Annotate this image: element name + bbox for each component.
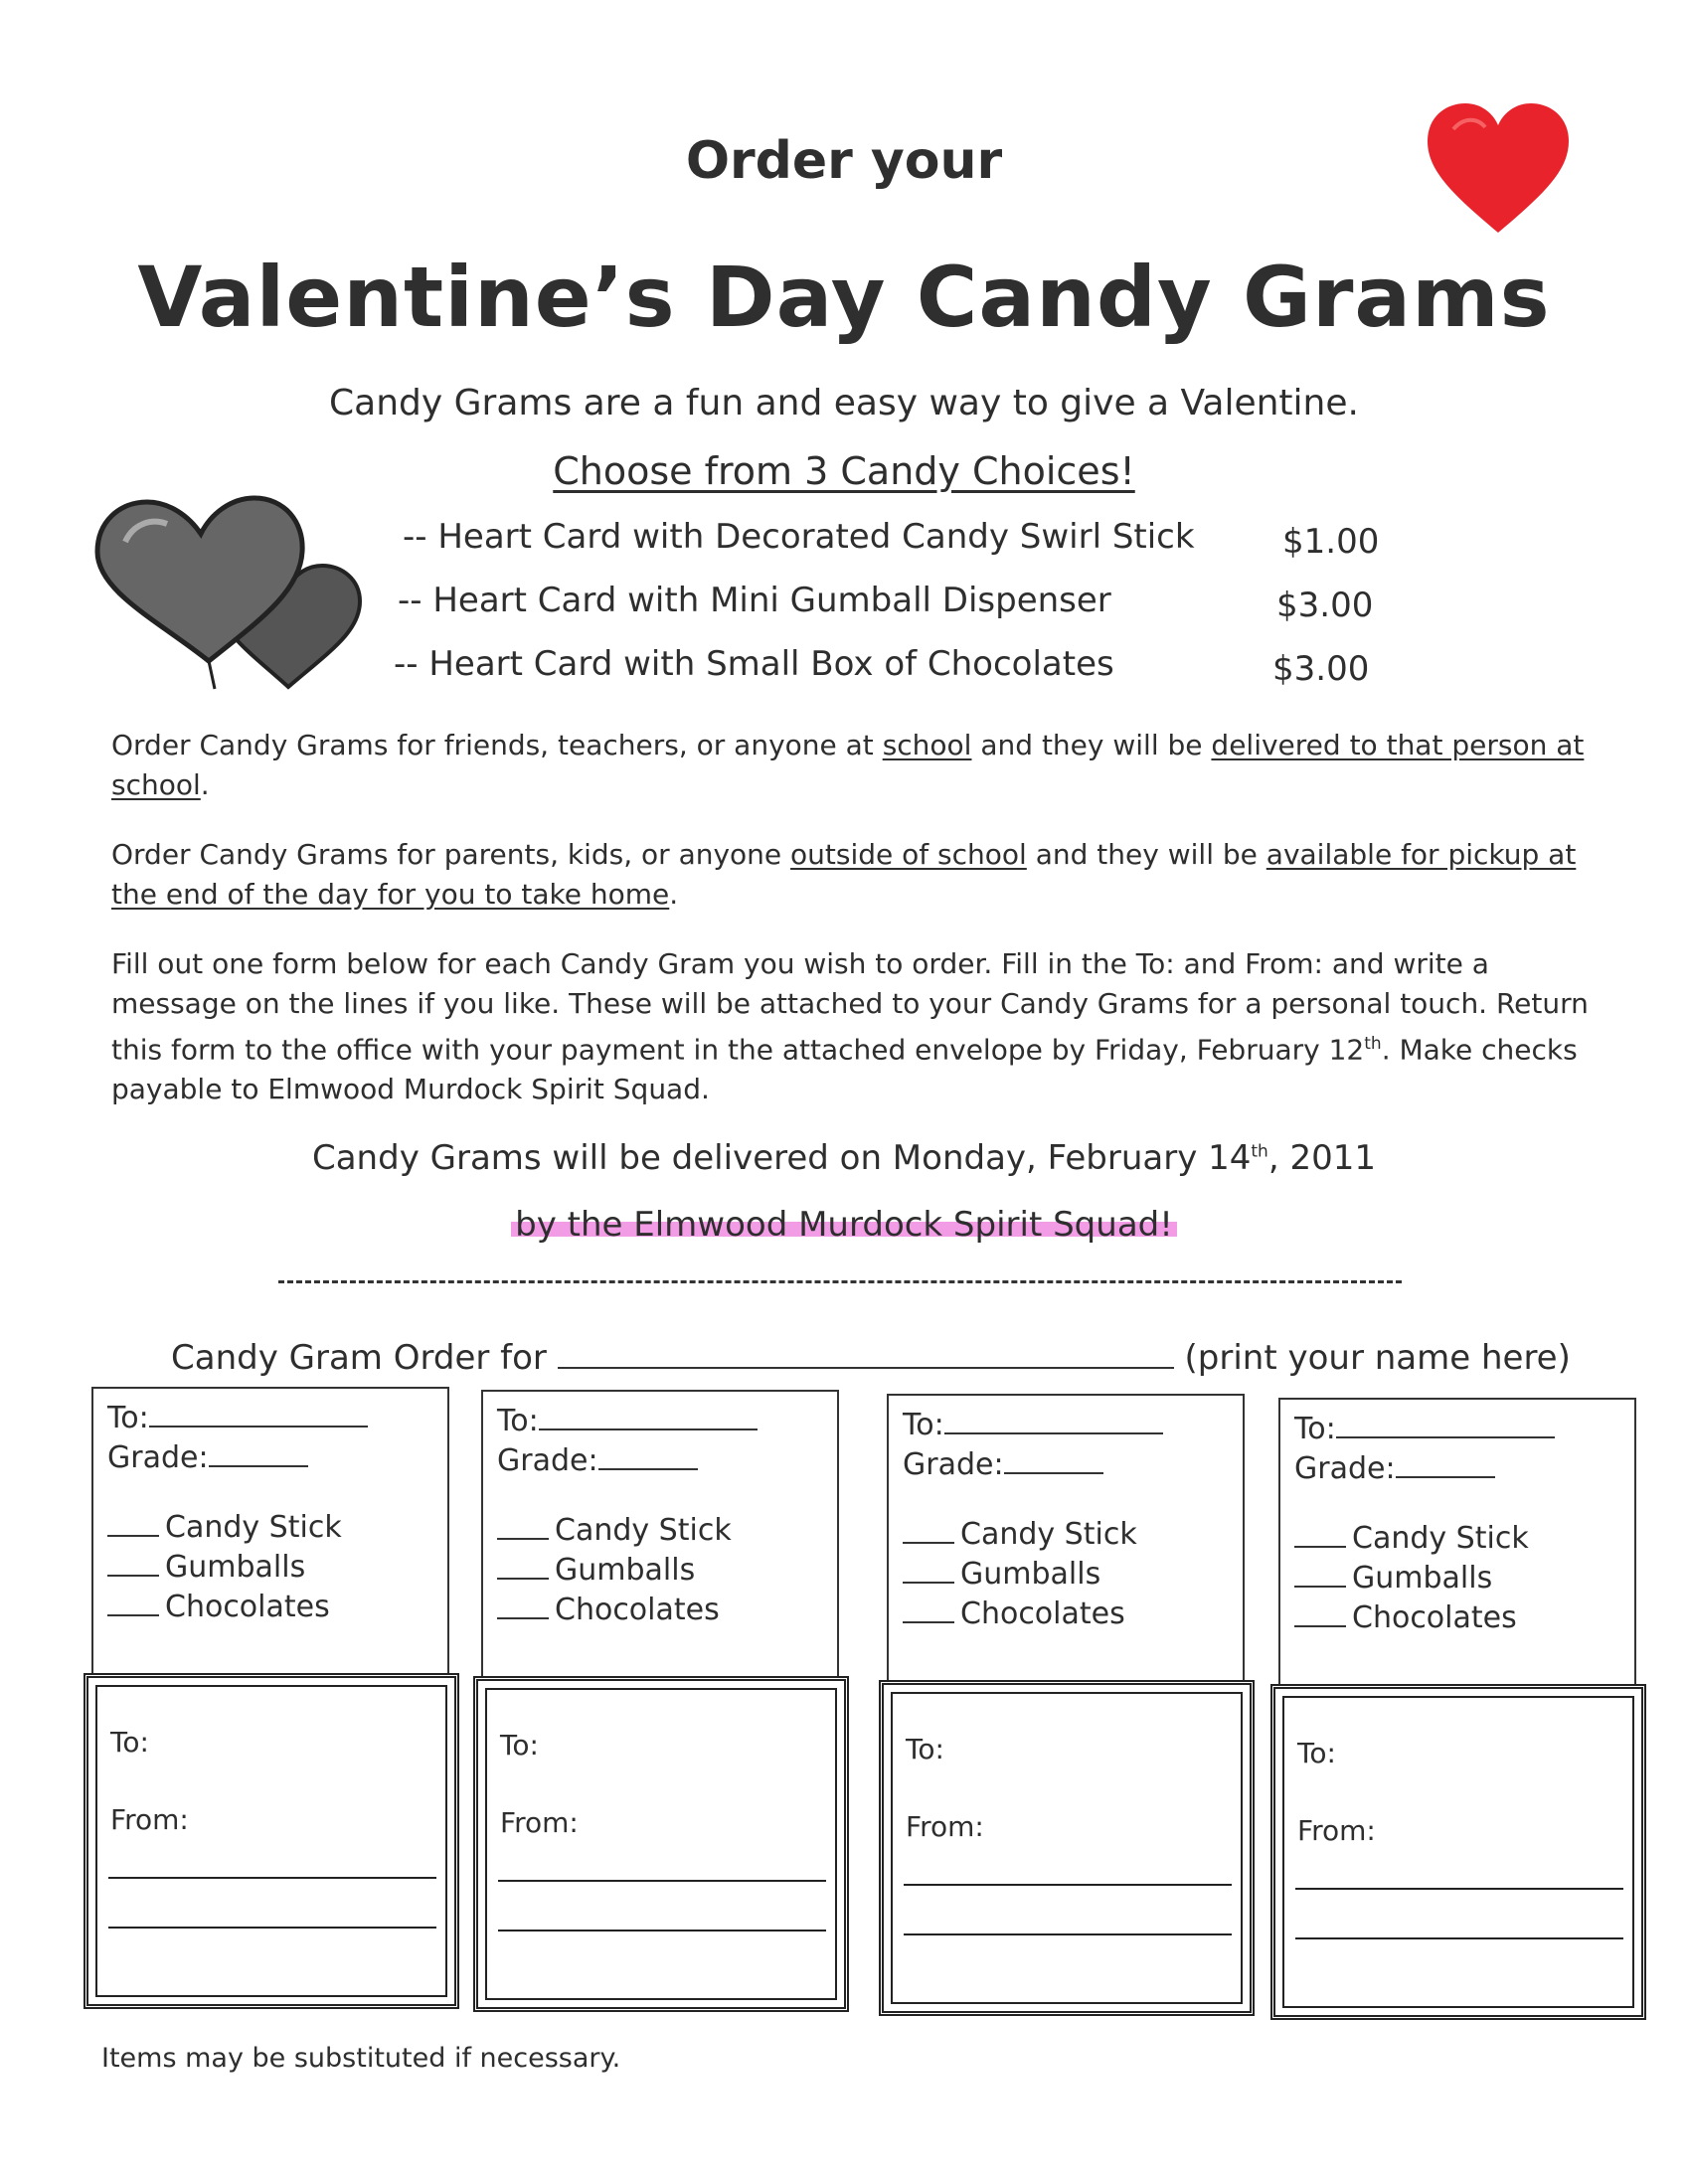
candy-stick-qty[interactable] <box>497 1516 549 1540</box>
gumballs-qty[interactable] <box>497 1556 549 1580</box>
item-label: -- Heart Card with Small Box of Chocolates <box>394 644 1114 684</box>
gift-tag: To: From: <box>84 1673 459 2009</box>
message-line[interactable] <box>498 1880 826 1882</box>
gift-tag: To: From: <box>473 1676 849 2012</box>
item-label: -- Heart Card with Mini Gumball Dispenser <box>398 581 1111 620</box>
gift-tag: To: From: <box>1270 1684 1646 2020</box>
grade-field[interactable] <box>1396 1454 1495 1478</box>
footer-note: Items may be substituted if necessary. <box>101 2043 621 2074</box>
name-input-line[interactable] <box>558 1337 1174 1369</box>
candy-stick-qty[interactable] <box>903 1520 954 1544</box>
candy-stick-qty[interactable] <box>107 1513 159 1537</box>
candy-stick-qty[interactable] <box>1294 1524 1346 1548</box>
gift-tag: To: From: <box>879 1680 1255 2016</box>
item-label: -- Heart Card with Decorated Candy Swirl Stick <box>403 517 1195 557</box>
paragraph-instructions: Fill out one form below for each Candy Gram you wish to order. Fill in the To: and From: and write a message on the lines if you like. These will be attached to your Candy Grams for a personal touch. Return this form to the office with your payment in the attached envelope by Friday, February 12th. Make checks payable to Elmwood Murdock Spirit Squad. <box>111 947 1589 1106</box>
intro-text: Candy Grams are a fun and easy way to give a Valentine. <box>329 383 1359 423</box>
chocolates-qty[interactable] <box>107 1593 159 1616</box>
order-card: To: Grade: Candy Stick Gumballs Chocolates To: From: <box>481 1390 839 2006</box>
spirit-squad-line: by the Elmwood Murdock Spirit Squad! <box>0 1205 1688 1245</box>
message-line[interactable] <box>904 1933 1232 1935</box>
page-title: Valentine’s Day Candy Grams <box>137 249 1551 346</box>
header-line1: Order your <box>685 131 1003 191</box>
paragraph-school: Order Candy Grams for friends, teachers, or anyone at school and they will be delivered to that person at school. <box>111 729 1585 801</box>
item-price: $3.00 <box>1276 586 1374 625</box>
grade-field[interactable] <box>598 1446 698 1470</box>
message-line[interactable] <box>1295 1937 1623 1939</box>
cut-line <box>278 1280 1402 1283</box>
chocolates-qty[interactable] <box>903 1599 954 1623</box>
order-for-row: Candy Gram Order for (print your name here) <box>171 1338 1571 1378</box>
gumballs-qty[interactable] <box>107 1553 159 1577</box>
chocolates-qty[interactable] <box>497 1596 549 1619</box>
double-gray-hearts-icon <box>89 492 378 691</box>
to-field[interactable] <box>1336 1415 1555 1438</box>
to-field[interactable] <box>149 1404 368 1428</box>
order-card: To: Grade: Candy Stick Gumballs Chocolates To: From: <box>887 1394 1245 2010</box>
message-line[interactable] <box>904 1884 1232 1886</box>
message-line[interactable] <box>108 1877 436 1879</box>
gumballs-qty[interactable] <box>1294 1564 1346 1588</box>
choose-heading: Choose from 3 Candy Choices! <box>553 449 1135 493</box>
paragraph-outside-school: Order Candy Grams for parents, kids, or anyone outside of school and they will be available for pickup at the end of the day for you to take home. <box>111 838 1577 911</box>
to-field[interactable] <box>539 1407 758 1430</box>
order-card: To: Grade: Candy Stick Gumballs Chocolates To: From: <box>91 1387 449 2003</box>
order-card: To: Grade: Candy Stick Gumballs Chocolates To: From: <box>1278 1398 1636 2014</box>
chocolates-qty[interactable] <box>1294 1603 1346 1627</box>
item-price: $3.00 <box>1272 649 1370 689</box>
message-line[interactable] <box>108 1927 436 1929</box>
message-line[interactable] <box>498 1930 826 1932</box>
grade-field[interactable] <box>209 1443 308 1467</box>
to-field[interactable] <box>944 1411 1163 1434</box>
gumballs-qty[interactable] <box>903 1560 954 1584</box>
item-price: $1.00 <box>1282 522 1380 562</box>
grade-field[interactable] <box>1004 1450 1103 1474</box>
delivery-date: Candy Grams will be delivered on Monday, February 14th, 2011 <box>311 1138 1376 1178</box>
message-line[interactable] <box>1295 1888 1623 1890</box>
